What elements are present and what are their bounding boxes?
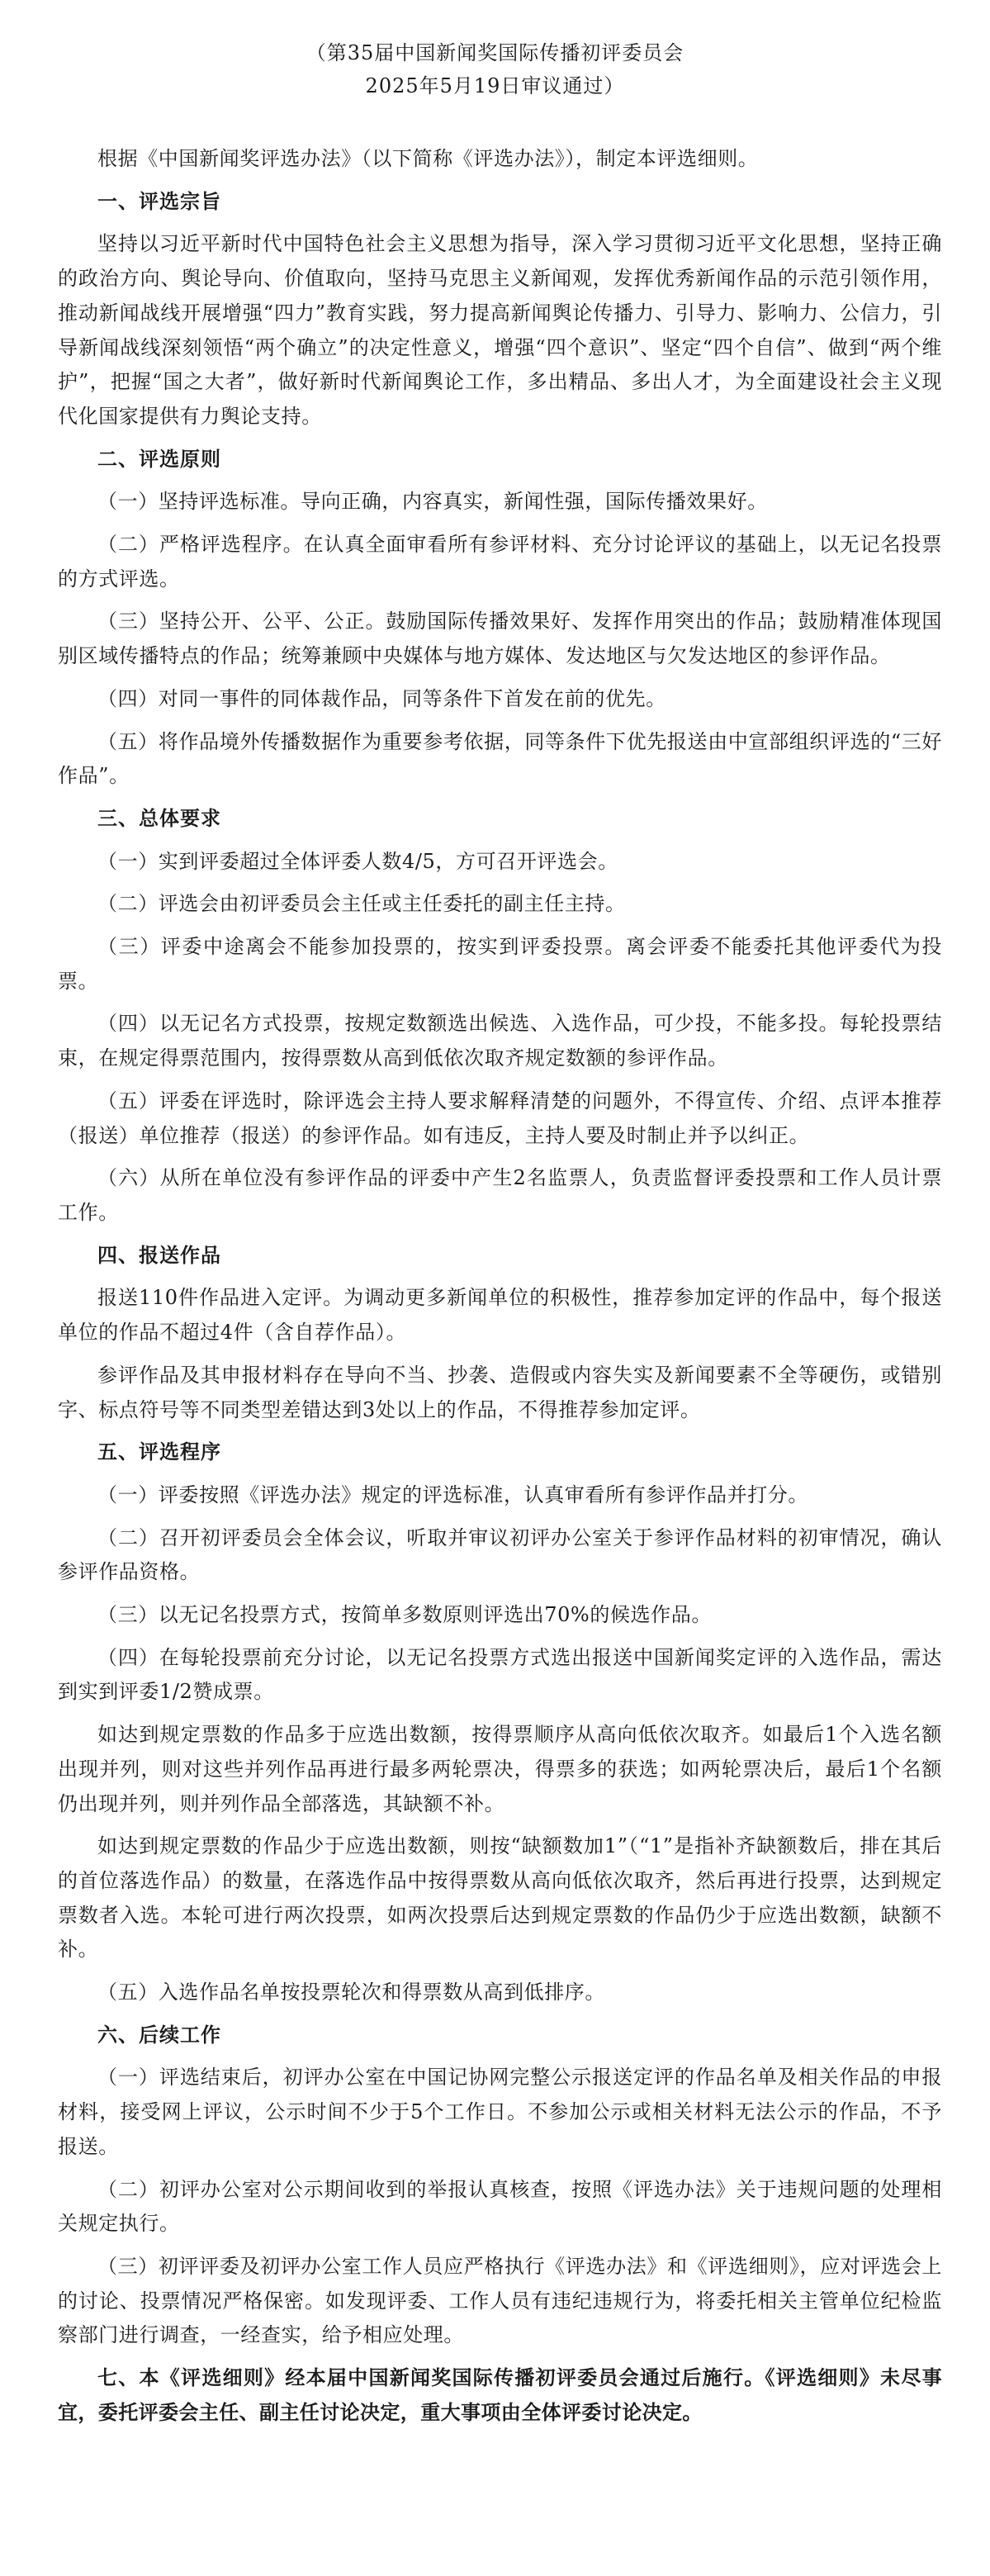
section-paragraph: （二）初评办公室对公示期间收到的举报认真核查，按照《评选办法》关于违规问题的处理相关规定执行。 [58,2177,942,2236]
section-heading-principles: 二、评选原则 [97,447,221,471]
section-paragraph: 如达到规定票数的作品多于应选出数额，按得票顺序从高向低依次取齐。如最后1个入选名额出现并列，则对这些并列作品再进行最多两轮票决，得票多的获选；如两轮票决后，最后1个名额仍出现并列，则并列作品全部落选，其缺额不补。 [58,1723,942,1815]
section-paragraph: （三）初评评委及初评办公室工作人员应严格执行《评选办法》和《评选细则》，应对评选会上的讨论、投票情况严格保密。如发现评委、工作人员有违纪违规行为，将委托相关主管单位纪检监察部门进行调查，一经查实，给予相应处理。 [58,2254,942,2347]
header-line-date: 2025年5月19日审议通过） [365,74,625,97]
intro-paragraph: 根据《中国新闻奖评选办法》（以下简称《评选办法》），制定本评选细则。 [97,147,759,170]
section-paragraph: 坚持以习近平新时代中国特色社会主义思想为指导，深入学习贯彻习近平文化思想，坚持正确的政治方向、舆论导向、价值取向，坚持马克思主义新闻观，发挥优秀新闻作品的示范引领作用，推动新闻战线开展增强“四力”教育实践，努力提高新闻舆论传播力、引导力、影响力、公信力，引导新闻战线深刻领悟“两个确立”的决定性意义，增强“四个意识”、坚定“四个自信”、做到“两个维护”，把握“国之大者”，做好新时代新闻舆论工作，多出精品、多出人才，为全面建设社会主义现代化国家提供有力舆论支持。 [58,232,942,428]
section-paragraph: （三）坚持公开、公平、公正。鼓励国际传播效果好、发挥作用突出的作品；鼓励精准体现国别区域传播特点的作品；统筹兼顾中央媒体与地方媒体、发达地区与欠发达地区的参评作品。 [58,610,942,668]
section-paragraph: （六）从所在单位没有参评作品的评委中产生2名监票人，负责监督评委投票和工作人员计票工作。 [58,1166,942,1224]
section-paragraph: （五）将作品境外传播数据作为重要参考依据，同等条件下优先报送由中宣部组织评选的“三好作品”。 [58,729,942,788]
document-header [0,0,990,102]
section-heading-submissions: 四、报送作品 [97,1243,221,1267]
section-paragraph: （五）评委在评选时，除评选会主持人要求解释清楚的问题外，不得宣传、介绍、点评本推荐（报送）单位推荐（报送）的参评作品。如有违反，主持人要及时制止并予以纠正。 [58,1089,942,1147]
section-paragraph: （四）在每轮投票前充分讨论，以无记名投票方式选出报送中国新闻奖定评的入选作品，需达到实到评委1/2赞成票。 [58,1645,942,1704]
document-body [58,142,942,2438]
final-clause: 七、本《评选细则》经本届中国新闻奖国际传播初评委员会通过后施行。《评选细则》未尽事宜，委托评委会主任、副主任讨论决定，重大事项由全体评委讨论决定。 [58,2366,942,2424]
section-paragraph: （三）以无记名投票方式，按简单多数原则评选出70%的候选作品。 [97,1603,712,1627]
section-paragraph: 报送110件作品进入定评。为调动更多新闻单位的积极性，推荐参加定评的作品中，每个报送单位的作品不超过4件（含自荐作品）。 [58,1286,942,1345]
section-paragraph: （一）实到评委超过全体评委人数4/5，方可召开评选会。 [97,849,618,873]
section-paragraph: （二）召开初评委员会全体会议，听取并审议初评办公室关于参评作品材料的初审情况，确认参评作品资格。 [58,1525,942,1584]
section-paragraph: （二）评选会由初评委员会主任或主任委托的副主任主持。 [97,892,626,916]
section-paragraph: （一）坚持评选标准。导向正确，内容真实，新闻性强，国际传播效果好。 [97,490,768,514]
section-paragraph: 参评作品及其申报材料存在导向不当、抄袭、造假或内容失实及新闻要素不全等硬伤，或错别字、标点符号等不同类型差错达到3处以上的作品，不得推荐参加定评。 [58,1363,942,1421]
section-paragraph: （三）评委中途离会不能参加投票的，按实到评委投票。离会评委不能委托其他评委代为投票。 [58,935,942,993]
section-paragraph: 如达到规定票数的作品少于应选出数额，则按“缺额数加1”（“1”是指补齐缺额数后，排在其后的首位落选作品）的数量，在落选作品中按得票数从高向低依次取齐，然后再进行投票，达到规定票数者入选。本轮可进行两次投票，如两次投票后达到规定票数的作品仍少于应选出数额，缺额不补。 [58,1834,942,1962]
section-paragraph: （五）入选作品名单按投票轮次和得票数从高到低排序。 [97,1981,605,2004]
section-paragraph: （一）评选结束后，初评办公室在中国记协网完整公示报送定评的作品名单及相关作品的申报材料，接受网上评议，公示时间不少于5个工作日。不参加公示或相关材料无法公示的作品，不予报送。 [58,2066,942,2158]
section-heading-procedure: 五、评选程序 [97,1440,221,1464]
section-paragraph: （一）评委按照《评选办法》规定的评选标准，认真审看所有参评作品并打分。 [97,1483,808,1506]
section-heading-requirements: 三、总体要求 [97,806,221,830]
section-paragraph: （四）以无记名方式投票，按规定数额选出候选、入选作品，可少投，不能多投。每轮投票结束，在规定得票范围内，按得票数从高到低依次取齐规定数额的参评作品。 [58,1012,942,1070]
header-line-committee: （第35届中国新闻奖国际传播初评委员会 [306,41,684,64]
section-paragraph: （四）对同一事件的同体裁作品，同等条件下首发在前的优先。 [97,686,666,710]
section-paragraph: （二）严格评选程序。在认真全面审看所有参评材料、充分讨论评议的基础上，以无记名投票的方式评选。 [58,533,942,591]
section-heading-purpose: 一、评选宗旨 [97,189,221,213]
section-heading-follow-up: 六、后续工作 [97,2023,221,2047]
